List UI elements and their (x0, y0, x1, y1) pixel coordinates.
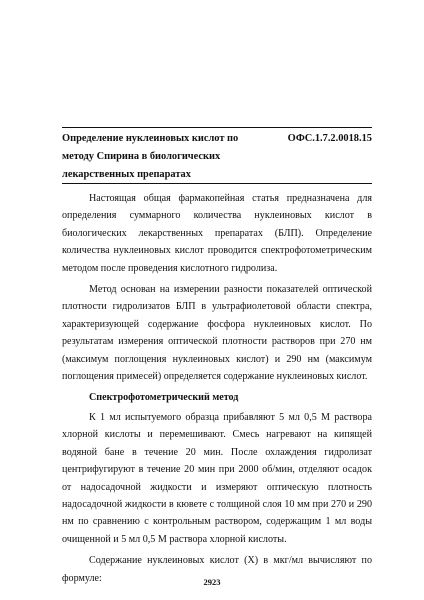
header-top-rule (62, 127, 372, 128)
paragraph-intro: Настоящая общая фармакопейная статья предназначена для определения суммарного количества нуклеиновых кислот в биологических лекарственных препаратах (БЛП). Определение количества нуклеиновых кислот проводится спектрофотометрическим методом после проведения кислотного гидролиза. (62, 193, 372, 274)
monograph-header (62, 130, 372, 182)
paragraph-formula-intro: Содержание нуклеиновых кислот (X) в мкг/мл вычисляют по формуле: (62, 555, 372, 584)
paragraph-procedure: К 1 мл испытуемого образца прибавляют 5 мл 0,5 М раствора хлорной кислоты и перемешивают. Смесь нагревают на кипящей водяной бане в течение 20 мин. После охлаждения гидролизат центрифугируют в течение 20 мин при 2000 об/мин, отделяют осадок от надосадочной жидкости и измеряют оптическую плотность надосадочной жидкости в кювете с толщиной слоя 10 мм при 270 и 290 нм по сравнению с контрольным раствором, содержащим 1 мл воды очищенной и 5 мл 0,5 М раствора хлорной кислоты. (62, 411, 372, 545)
monograph-title: Определение нуклеиновых кислот по методу Спирина в биологических лекарственных препаратах (62, 133, 239, 180)
header-bottom-rule (62, 183, 372, 184)
page-number: 2923 (203, 577, 221, 587)
section-heading: Спектрофотометрический метод (89, 392, 239, 404)
document-body (62, 190, 372, 591)
paragraph-method-basis: Метод основан на измерении разности показателей оптической плотности гидролизатов БЛП в ультрафиолетовой области спектра, характеризующей содержание фосфора нуклеиновых кислот. По результатам измерения оптической плотности растворов при 270 нм (максимум поглощения нуклеиновых кислот) и 290 нм (максимум поглощения примесей) определяется содержание нуклеиновых кислот. (62, 284, 372, 383)
monograph-code: ОФС.1.7.2.0018.15 (287, 133, 372, 144)
